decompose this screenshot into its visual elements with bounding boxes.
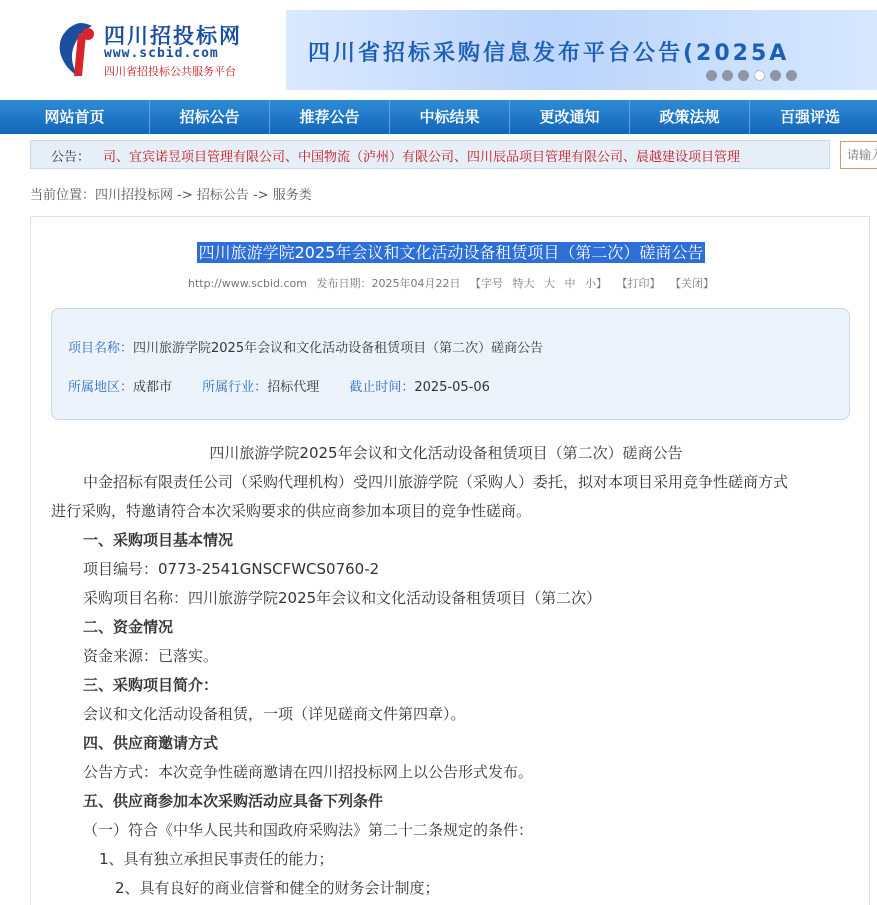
section-1-title: 一、采购项目基本情况: [83, 531, 234, 549]
banner-pagination: [706, 70, 797, 81]
notice-bar: [30, 140, 830, 169]
body-heading: 四川旅游学院2025年会议和文化活动设备租赁项目（第二次）磋商公告: [209, 444, 683, 462]
meta-font-label: 【字号: [469, 277, 503, 290]
meta-publish-date: 发布日期：2025年04月22日: [316, 277, 461, 290]
font-size-l-button[interactable]: 大: [543, 277, 555, 290]
logo-emblem-icon: [52, 20, 100, 78]
project-full-name: 采购项目名称：四川旅游学院2025年会议和文化活动设备租赁项目（第二次）: [83, 589, 602, 607]
font-size-xl-button[interactable]: 特大: [512, 277, 535, 290]
section-3-title: 三、采购项目简介：: [83, 676, 219, 694]
close-button[interactable]: 【关闭】: [669, 277, 714, 290]
banner-text: 四川省招标采购信息发布平台公告(2025A: [308, 41, 790, 66]
nav-item-recommended[interactable]: 推荐公告: [270, 100, 390, 134]
industry-label: 所属行业：: [202, 380, 268, 395]
article-meta: [31, 275, 871, 291]
logo-subtitle: 四川省招投标公共服务平台: [104, 65, 236, 78]
project-number: 项目编号：0773-2541GNSCFWCS0760-2: [83, 560, 380, 578]
article-body: [51, 439, 841, 903]
deadline-value: 2025-05-06: [414, 380, 490, 395]
search-input[interactable]: [840, 141, 877, 169]
nav-item-home[interactable]: 网站首页: [0, 100, 150, 134]
region-value: 成都市: [133, 380, 173, 395]
banner-dot-active[interactable]: [754, 70, 765, 81]
banner-dot[interactable]: [738, 70, 749, 81]
project-info-box: [51, 308, 850, 420]
condition-1: （一）符合《中华人民共和国政府采购法》第二十二条规定的条件：: [83, 821, 534, 839]
banner-dot[interactable]: [786, 70, 797, 81]
font-size-m-button[interactable]: 中: [564, 277, 576, 290]
meta-site-link[interactable]: http://www.scbid.com: [188, 277, 307, 290]
font-size-s-button[interactable]: 小】: [584, 277, 607, 290]
condition-1-item-1: 1、具有独立承担民事责任的能力；: [99, 850, 334, 868]
nav-item-change-notice[interactable]: 更改通知: [510, 100, 630, 134]
article-title: [31, 240, 871, 263]
nav-item-tender-notice[interactable]: 招标公告: [150, 100, 270, 134]
logo-title: 四川招投标网: [104, 23, 242, 48]
top-banner[interactable]: [286, 10, 877, 90]
project-summary: 会议和文化活动设备租赁，一项（详见磋商文件第四章）。: [83, 705, 466, 723]
deadline-label: 截止时间：: [349, 380, 415, 395]
project-name-label: 项目名称：: [68, 341, 134, 356]
industry-value: 招标代理: [267, 380, 320, 395]
info-attributes: [68, 376, 490, 395]
body-intro-line2: 进行采购，特邀请符合本次采购要求的供应商参加本项目的竞争性磋商。: [51, 502, 532, 520]
article-title-text: 四川旅游学院2025年会议和文化活动设备租赁项目（第二次）磋商公告: [198, 243, 704, 262]
notice-label: 公告：: [51, 150, 91, 165]
banner-dot[interactable]: [722, 70, 733, 81]
nav-item-policy[interactable]: 政策法规: [630, 100, 750, 134]
nav-item-top100[interactable]: 百强评选: [779, 108, 840, 126]
logo-url: www.scbid.com: [104, 46, 219, 61]
main-nav: [0, 100, 877, 134]
banner-dot[interactable]: [770, 70, 781, 81]
body-intro-line1: 中金招标有限责任公司（采购代理机构）受四川旅游学院（采购人）委托，拟对本项目采用竞争性磋商方式: [83, 473, 789, 491]
condition-1-item-2: 2、具有良好的商业信誉和健全的财务会计制度；: [115, 879, 440, 897]
site-header: [0, 0, 877, 100]
banner-dot[interactable]: [706, 70, 717, 81]
section-5-title: 五、供应商参加本次采购活动应具备下列条件: [83, 792, 384, 810]
section-2-title: 二、资金情况: [83, 618, 174, 636]
article-container: [30, 216, 870, 905]
info-project-name: [68, 337, 543, 356]
nav-item-award-results[interactable]: 中标结果: [390, 100, 510, 134]
invitation-method: 公告方式：本次竞争性磋商邀请在四川招投标网上以公告形式发布。: [83, 763, 534, 781]
notice-marquee[interactable]: 司、宜宾诺昱项目管理有限公司、中国物流（泸州）有限公司、四川辰品项目管理有限公司、晨越建设项目管理: [103, 150, 741, 165]
funding-source: 资金来源：已落实。: [83, 647, 219, 665]
site-logo[interactable]: [52, 18, 262, 80]
print-button[interactable]: 【打印】: [616, 277, 661, 290]
breadcrumb[interactable]: 当前位置：四川招投标网 -> 招标公告 -> 服务类: [30, 188, 312, 203]
section-4-title: 四、供应商邀请方式: [83, 734, 219, 752]
region-label: 所属地区：: [68, 380, 134, 395]
project-name-value: 四川旅游学院2025年会议和文化活动设备租赁项目（第二次）磋商公告: [133, 341, 544, 356]
